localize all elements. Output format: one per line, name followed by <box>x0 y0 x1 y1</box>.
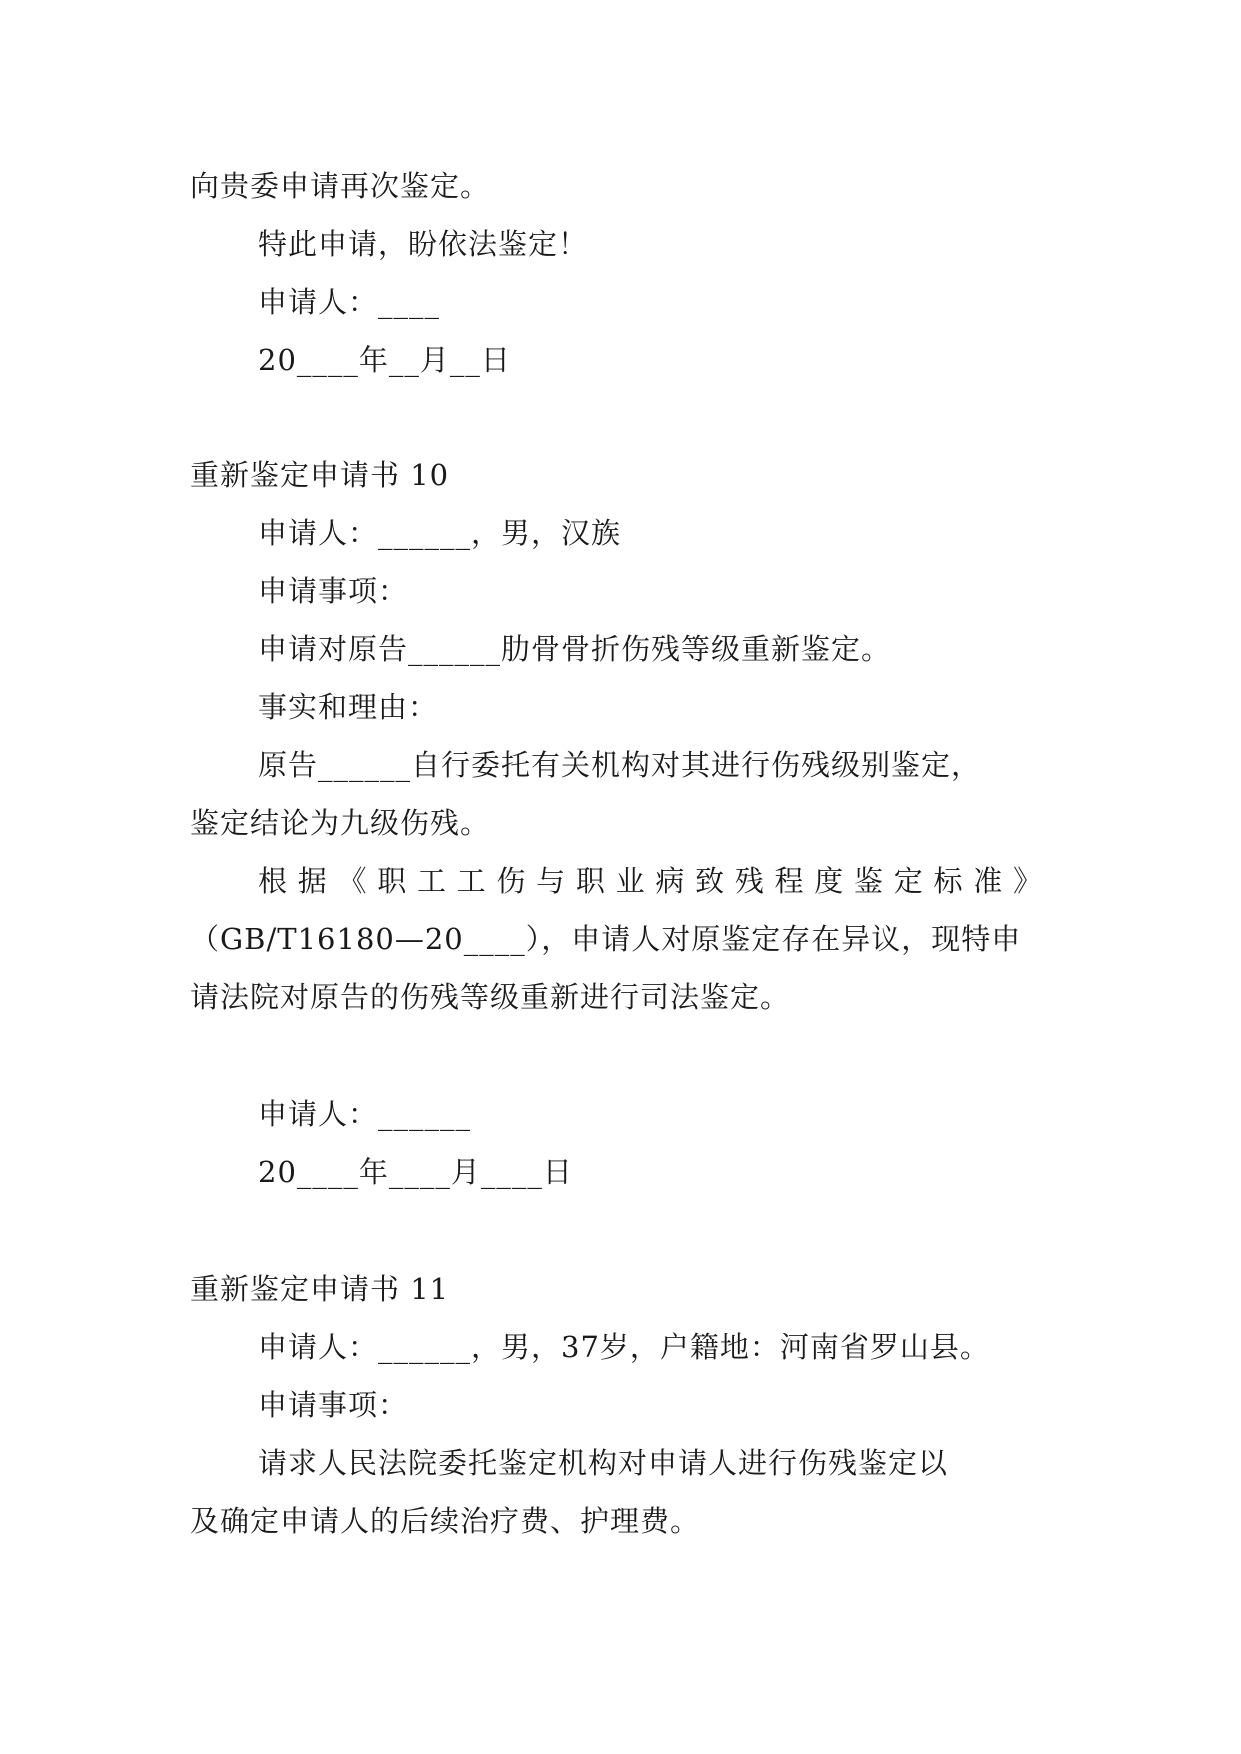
char: 业 <box>615 864 646 898</box>
char: 致 <box>695 864 726 898</box>
char: 残 <box>734 864 765 898</box>
char: 工 <box>416 864 447 898</box>
text-line: 请求人民法院委托鉴定机构对申请人进行伤残鉴定以 <box>258 1446 949 1480</box>
text-line: 申请事项： <box>258 574 409 608</box>
text-line: 请法院对原告的伤残等级重新进行司法鉴定。 <box>190 980 791 1014</box>
char: 定 <box>893 864 924 898</box>
section-heading: 重新鉴定申请书 11 <box>190 1272 450 1306</box>
text-line: 原告______自行委托有关机构对其进行伤残级别鉴定， <box>258 748 982 782</box>
text-line: 申请人：______，男，汉族 <box>258 516 622 550</box>
char: 病 <box>655 864 686 898</box>
char: 程 <box>774 864 805 898</box>
char: 度 <box>814 864 845 898</box>
text-line: 申请对原告______肋骨骨折伤残等级重新鉴定。 <box>258 632 892 666</box>
text-line: 申请人：______，男，37岁，户籍地：河南省罗山县。 <box>258 1330 990 1364</box>
text-line: 特此申请，盼依法鉴定！ <box>258 227 589 261</box>
char: 伤 <box>496 864 527 898</box>
char: 《 <box>337 864 368 898</box>
char: 与 <box>536 864 567 898</box>
char: 工 <box>456 864 487 898</box>
char: 准 <box>973 864 1004 898</box>
date-line: 20____年__月__日 <box>258 343 511 377</box>
section-heading: 重新鉴定申请书 10 <box>190 458 450 492</box>
char: 职 <box>377 864 408 898</box>
text-line: 申请事项： <box>258 1388 409 1422</box>
text-line: 向贵委申请再次鉴定。 <box>190 169 491 203</box>
date-line: 20____年____月____日 <box>258 1155 573 1189</box>
text-line: （GB/T16180—20____），申请人对原鉴定存在异议，现特申 <box>190 922 1022 956</box>
char: 职 <box>575 864 606 898</box>
applicant-signature-line: 申请人：____ <box>258 285 441 319</box>
justified-text-line <box>258 861 1043 901</box>
char: 根 <box>258 864 289 898</box>
text-line: 及确定申请人的后续治疗费、护理费。 <box>190 1504 701 1538</box>
text-line: 鉴定结论为九级伤残。 <box>190 806 491 840</box>
char: 》 <box>1012 864 1043 898</box>
applicant-signature-line: 申请人：______ <box>258 1097 472 1131</box>
text-line: 事实和理由： <box>258 690 439 724</box>
char: 据 <box>297 864 328 898</box>
char: 标 <box>933 864 964 898</box>
char: 鉴 <box>854 864 885 898</box>
